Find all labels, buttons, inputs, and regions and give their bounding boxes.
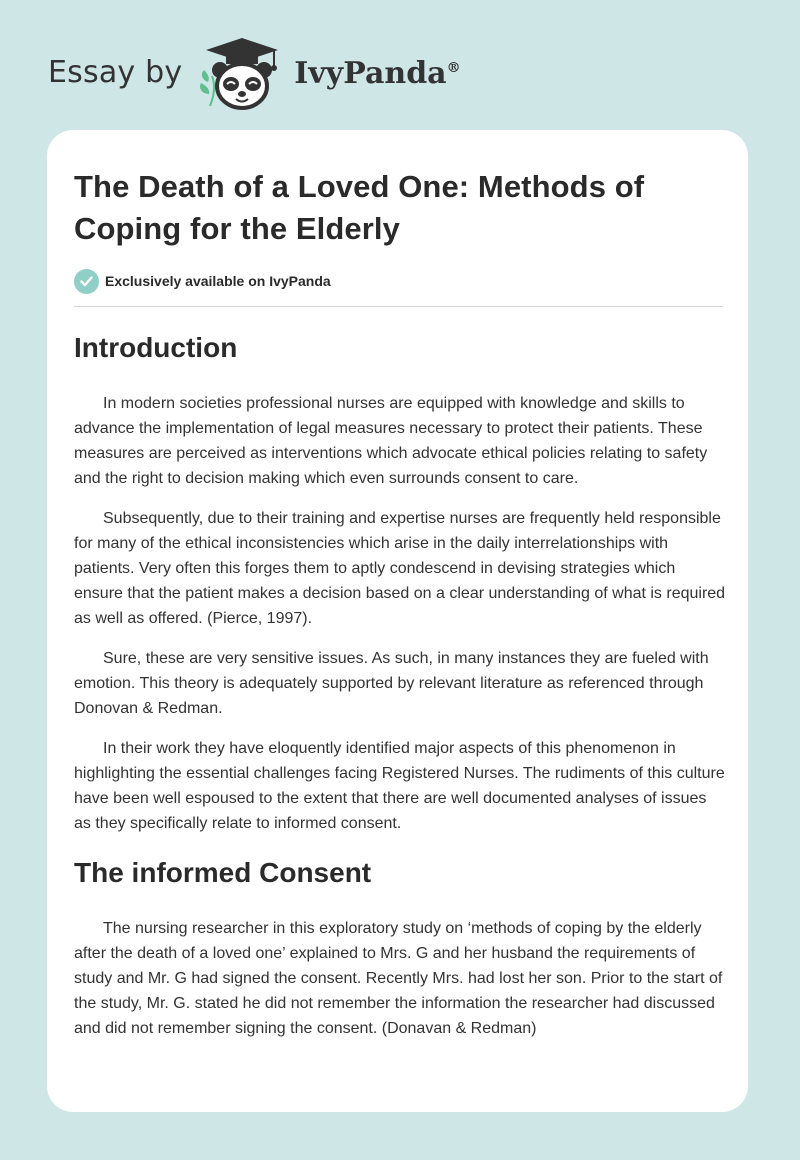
paragraph: In modern societies professional nurses are equipped with knowledge and skills to advance the implementation of legal measures necessary to protect their patients. These measures are perceived as interventions which advocate ethical policies relating to safety and the right to decision making which even surrounds consent to care. [74, 395, 708, 487]
section-heading-introduction: Introduction [74, 332, 238, 363]
paragraph: Sure, these are very sensitive issues. As such, in many instances they are fueled with emotion. This theory is adequately supported by relevant literature as referenced through Donovan & Redman. [74, 650, 709, 717]
badge-text: Exclusively available on IvyPanda [105, 273, 331, 289]
paragraph: In their work they have eloquently identified major aspects of this phenomenon in highlighting the essential challenges facing Registered Nurses. The rudiments of this culture have been well espoused to the extent that there are well documented analyses of issues as they specifically relate to informed consent. [74, 740, 725, 832]
brand-prefix: Essay by [48, 54, 183, 90]
paragraph: Subsequently, due to their training and expertise nurses are frequently held responsible for many of the ethical inconsistencies which arise in the daily interrelationships with patients. Very often this forges them to aptly condescend in devising strategies which ensure that the patient makes a decision based on a clear understanding of what is required as well as offered. (Pierce, 1997). [74, 510, 726, 627]
article-card [47, 130, 748, 1112]
exclusive-badge [74, 268, 722, 294]
section-heading-informed-consent: The informed Consent [74, 857, 372, 888]
paragraph: The nursing researcher in this exploratory study on ‘methods of coping by the elderly after the death of a loved one’ explained to Mrs. G and her husband the requirements of study and Mr. G had signed the consent. Recently Mrs. had lost her son. Prior to the start of the study, Mr. G. stated he did not remember the information the researcher had discussed and did not remember signing the consent. (Donavan & Redman) [74, 920, 723, 1037]
divider [74, 306, 723, 307]
check-icon [74, 269, 99, 294]
brand-name: IvyPanda® [294, 55, 461, 91]
article-title: The Death of a Loved One: Methods of Coping for the Elderly [74, 169, 645, 246]
panda-graduate-logo [196, 36, 288, 112]
site-brand[interactable] [48, 36, 508, 112]
